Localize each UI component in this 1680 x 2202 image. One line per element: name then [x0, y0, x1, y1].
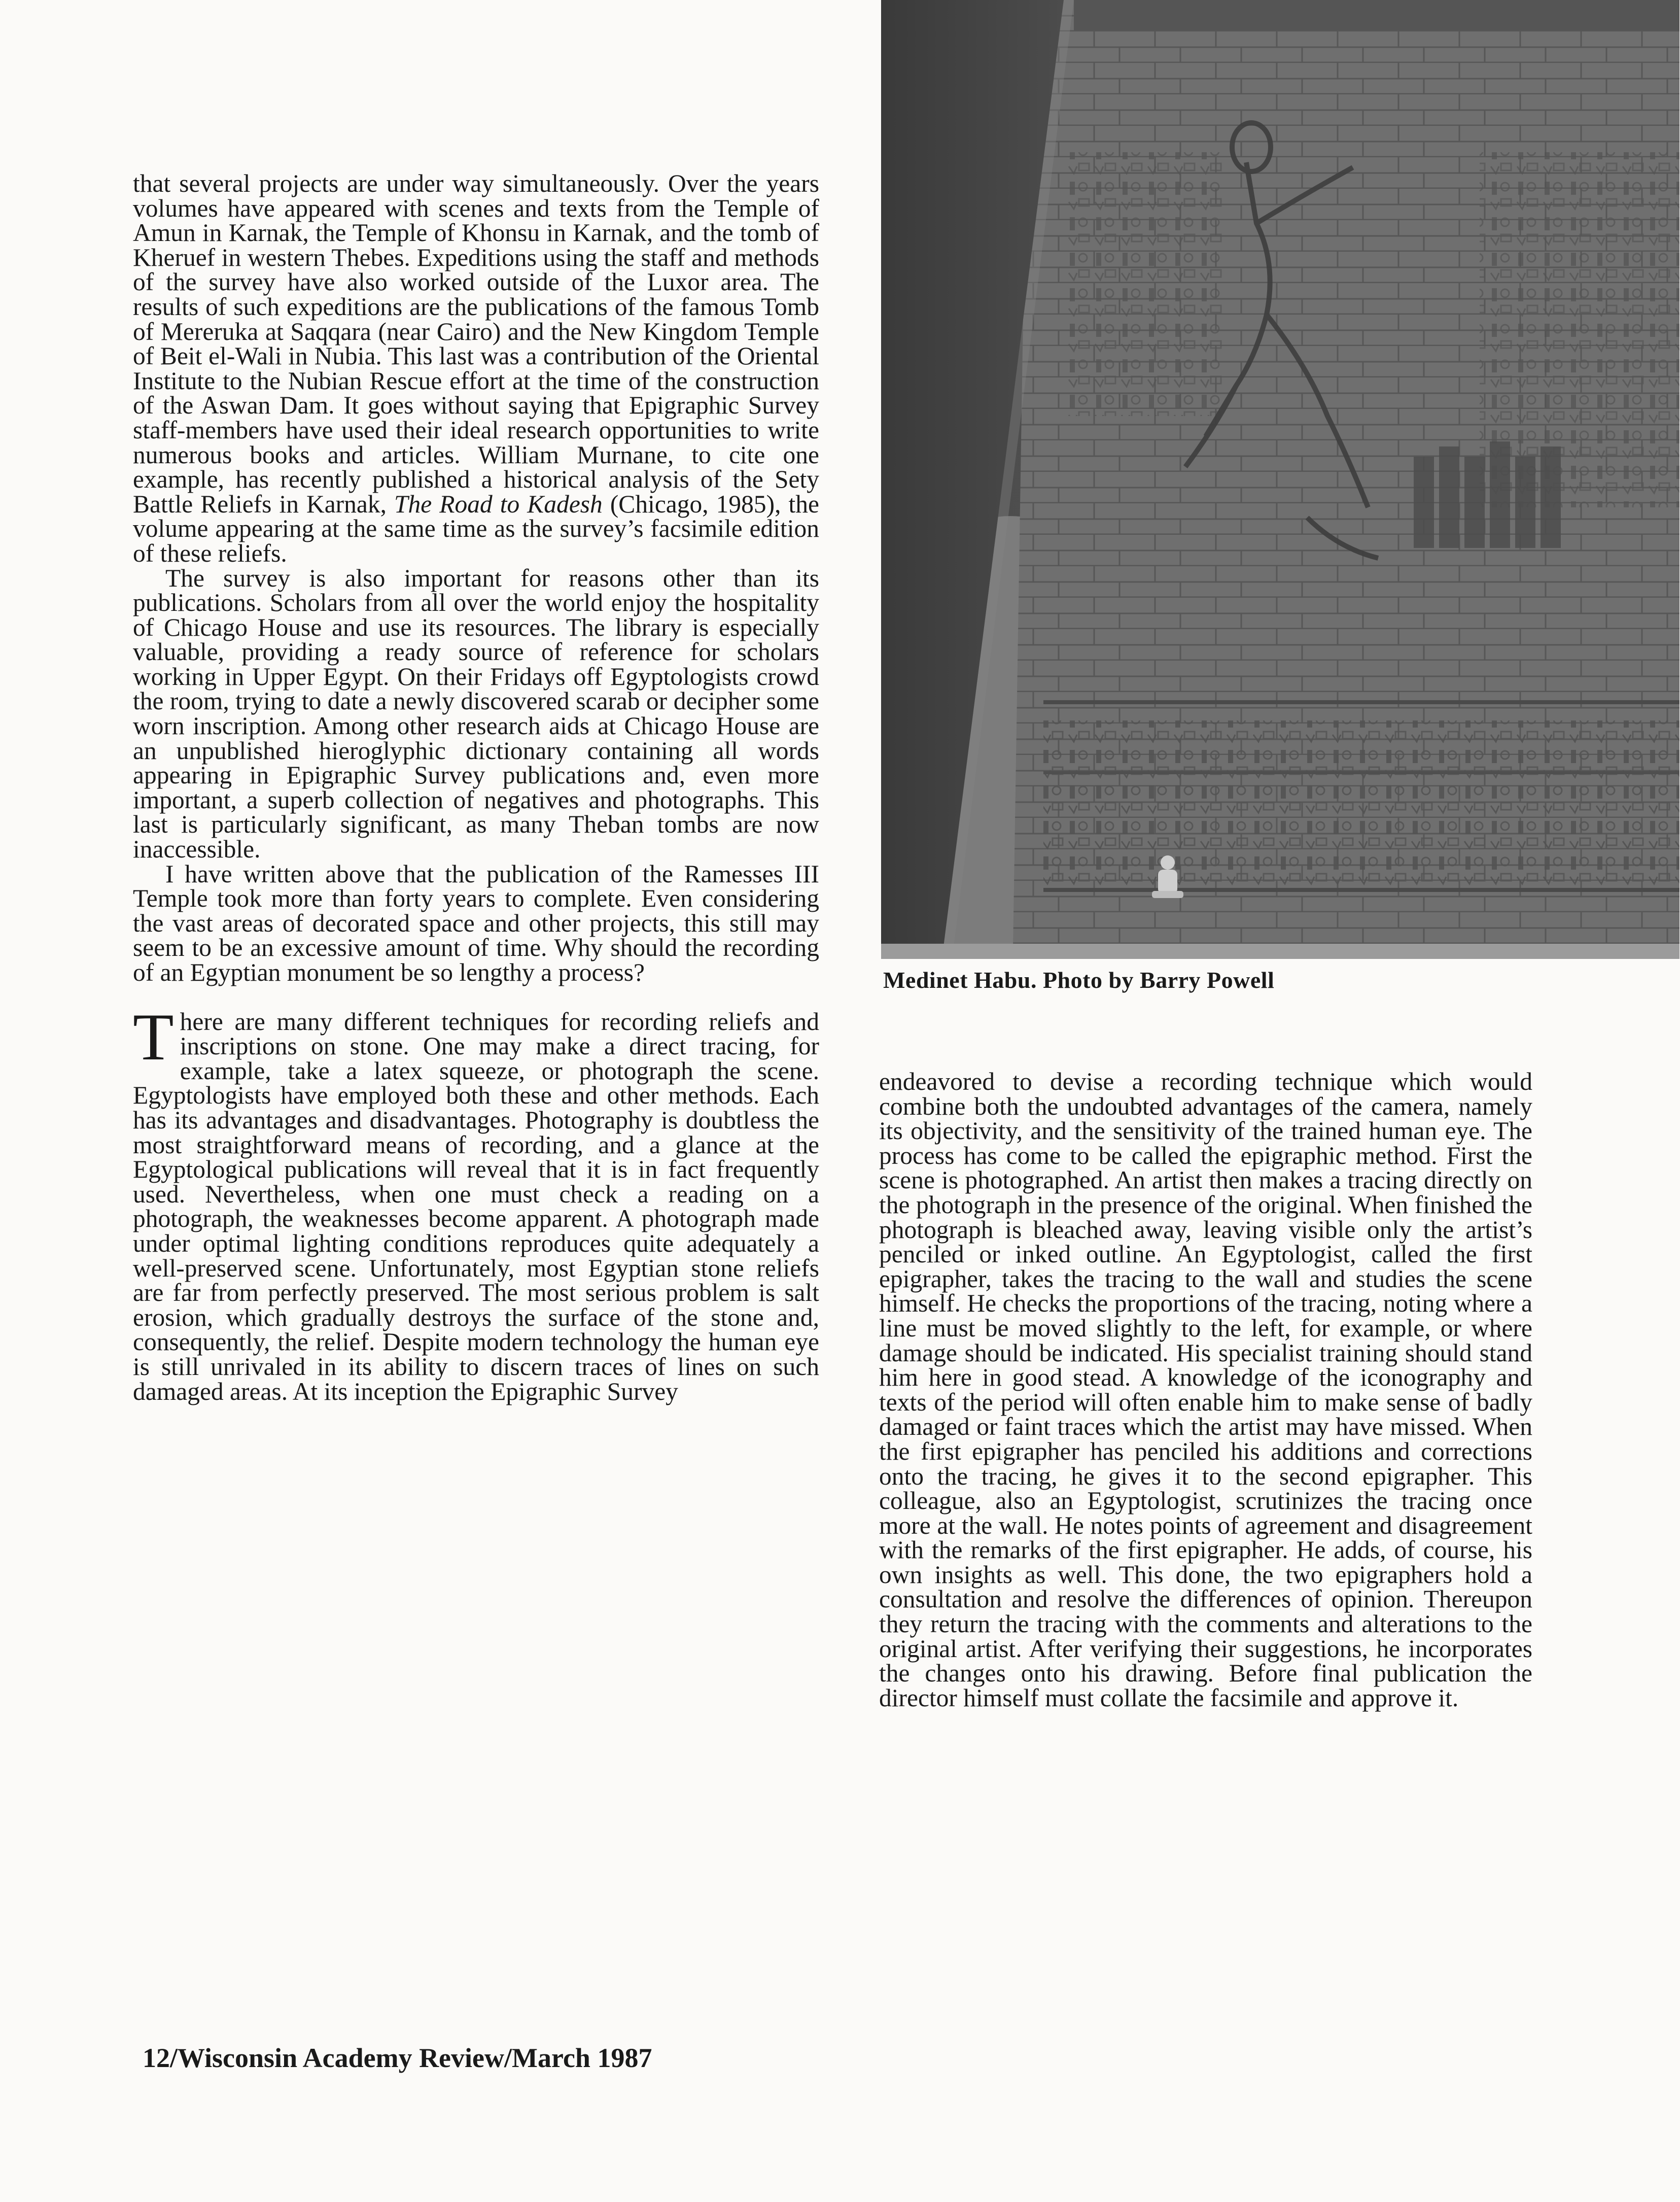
- left-p4-text: here are many different techniques for recording reliefs and inscriptions on stone. One may make a direct tracing, for example, take a latex squeeze, or photograph the scene. Egyptologists have employed both these and other methods. Each has its advantages and disadvantages. Photography is doubtless the most straightforward means of recording, and a glance at the Egyptological publications will reveal that it is in fact frequently used. Nevertheless, when one must check a reading on a photograph, the weaknesses become apparent. A photograph made under optimal lighting conditions reproduces quite adequately a well-preserved scene. Unfortunately, most Egyptian stone reliefs are far from perfectly preserved. The most serious problem is salt erosion, which gradually destroys the surface of the stone and, consequently, the relief. Despite modern technology the human eye is still unrivaled in its ability to discern traces of lines on such damaged areas. At its inception the Epigraphic Survey: [133, 1007, 819, 1405]
- left-column: [133, 171, 819, 1404]
- right-column: [879, 1070, 1532, 1710]
- book-title: The Road to Kadesh: [394, 490, 603, 518]
- page-footer: 12/Wisconsin Academy Review/March 1987: [143, 2043, 652, 2073]
- right-paragraph-1: endeavored to devise a recording technique which would combine both the undoubted advantages of the camera, namely its objectivity, and the sensitivity of the trained human eye. The process has come to be called the epigraphic method. First the scene is photographed. An artist then makes a tracing directly on the photograph in the presence of the original. When finished the photograph is bleached away, leaving visible only the artist’s penciled or inked outline. An Egyptologist, called the first epigrapher, takes the tracing to the wall and studies the scene himself. He checks the proportions of the tracing, noting where a line must be moved slightly to the left, for example, or where damage should be indicated. His specialist training should stand him here in good stead. A knowledge of the iconography and texts of the period will often enable him to make sense of badly damaged or faint traces which the artist may have missed. When the first epigrapher has penciled his additions and corrections onto the tracing, he gives it to the second epigrapher. This colleague, also an Egyptologist, scrutinizes the tracing once more at the wall. He notes points of agreement and disagreement with the remarks of the first epigrapher. He adds, of course, his own insights as well. This done, the two epigraphers hold a consultation and resolve the differences of opinion. Thereupon they return the tracing with the comments and alterations to the original artist. After verifying their suggestions, he incorporates the changes onto his drawing. Before final publication the director himself must collate the facsimile and approve it.: [879, 1068, 1532, 1712]
- left-paragraph-3: I have written above that the publication of the Ramesses III Temple took more than forty years to complete. Even considering the vast areas of decorated space and other projects, this still may seem to be an excessive amount of time. Why should the recording of an Egyptian monument be so lengthy a process?: [133, 859, 819, 986]
- left-paragraph-2: The survey is also important for reasons other than its publications. Scholars from all over the world enjoy the hospitality of Chicago House and use its resources. The library is especially valuable, providing a ready source of reference for scholars working in Upper Egypt. On their Fridays off Egyptologists crowd the room, trying to date a newly discovered scarab or decipher some worn inscription. Among other research aids at Chicago House are an unpublished hieroglyphic dictionary containing all words appearing in Epigraphic Survey publications and, even more important, a superb collection of negatives and photographs. This last is particularly significant, as many Theban tombs are now inaccessible.: [133, 564, 819, 864]
- medinet-habu-photo: [881, 0, 1679, 959]
- left-paragraph-4: [133, 999, 819, 1405]
- drop-cap: T: [133, 999, 174, 1074]
- temple-wall-image: [881, 0, 1679, 959]
- photo-caption: Medinet Habu. Photo by Barry Powell: [883, 967, 1275, 993]
- left-p1-end: (Chicago, 1985), the volume appearing at the same time as the survey’s facsimile edition of these reliefs.: [133, 490, 820, 567]
- left-paragraph-1: [133, 171, 819, 566]
- left-p1-text: that several projects are under way simultaneously. Over the years volumes have appeared with scenes and texts from the Temple of Amun in Karnak, the Temple of Khonsu in Karnak, and the tomb of Kheruef in western Thebes. Expeditions using the staff and methods of the survey have also worked outside of the Luxor area. The results of such expeditions are the publications of the famous Tomb of Mereruka at Saqqara (near Cairo) and the New Kingdom Temple of Beit el-Wali in Nubia. This last was a contribution of the Oriental Institute to the Nubian Rescue effort at the time of the construction of the Aswan Dam. It goes without saying that Epigraphic Survey staff-members have used their ideal research opportunities to write numerous books and articles. William Murnane, to cite one example, has recently published a historical analysis of the Sety Battle Reliefs in Karnak,: [133, 169, 819, 518]
